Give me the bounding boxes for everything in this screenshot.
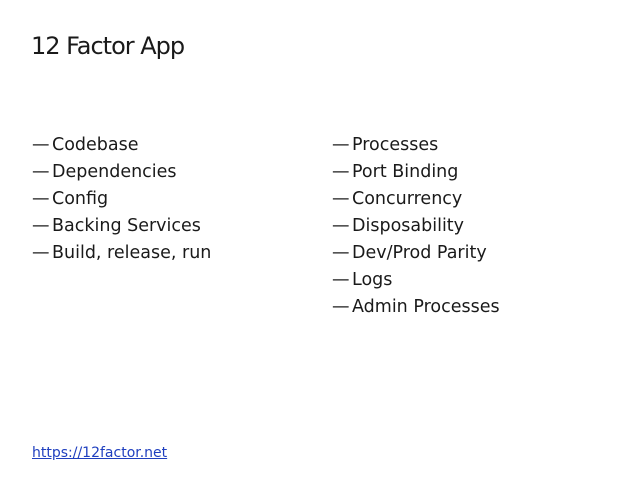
- list-item-label: Port Binding: [352, 162, 459, 182]
- list-item: [32, 159, 211, 186]
- factor-list-right: [332, 132, 500, 321]
- em-dash: [32, 213, 52, 240]
- list-item: [332, 240, 500, 267]
- em-dash: [332, 267, 352, 294]
- list-item-label: Backing Services: [52, 216, 201, 236]
- list-item: [32, 213, 211, 240]
- list-item: [332, 186, 500, 213]
- em-dash: [332, 132, 352, 159]
- list-item-label: Dependencies: [52, 162, 177, 182]
- em-dash: [332, 240, 352, 267]
- list-item-label: Concurrency: [352, 189, 463, 209]
- list-item-label: Codebase: [52, 135, 139, 155]
- list-item-label: Logs: [352, 270, 393, 290]
- list-item-label: Disposability: [352, 216, 465, 236]
- list-item-label: Admin Processes: [352, 297, 500, 317]
- list-item: [332, 213, 500, 240]
- em-dash: [32, 132, 52, 159]
- list-item: [332, 159, 500, 186]
- reference-link[interactable]: https://12factor.net: [32, 445, 168, 461]
- em-dash: [332, 294, 352, 321]
- em-dash: [32, 159, 52, 186]
- list-item-label: Processes: [352, 135, 439, 155]
- list-item-label: Dev/Prod Parity: [352, 243, 487, 263]
- list-item: [32, 240, 211, 267]
- list-item: [32, 186, 211, 213]
- factor-list-left: [32, 132, 211, 267]
- list-item: [332, 294, 500, 321]
- list-item: [332, 267, 500, 294]
- em-dash: [332, 186, 352, 213]
- list-item-label: Build, release, run: [52, 243, 212, 263]
- list-item: [32, 132, 211, 159]
- list-item: [332, 132, 500, 159]
- em-dash: [32, 186, 52, 213]
- em-dash: [32, 240, 52, 267]
- em-dash: [332, 159, 352, 186]
- list-item-label: Config: [52, 189, 109, 209]
- slide-title: 12 Factor App: [31, 32, 185, 60]
- em-dash: [332, 213, 352, 240]
